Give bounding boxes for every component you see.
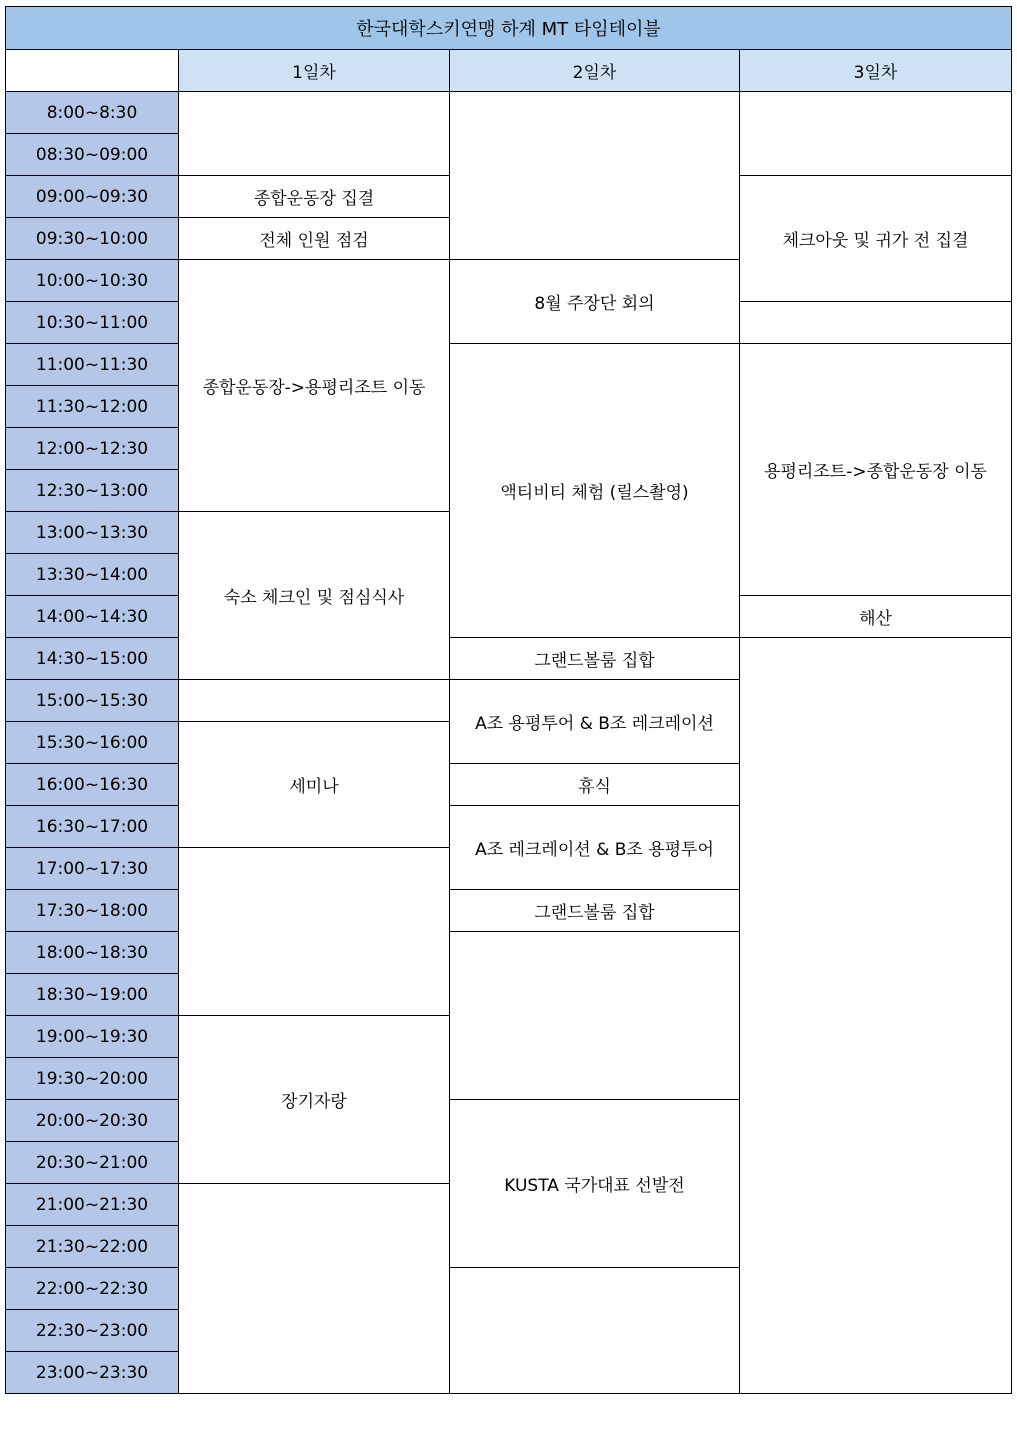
- time-label: 11:30~12:00: [6, 386, 179, 428]
- time-label: 20:30~21:00: [6, 1142, 179, 1184]
- time-label: 20:00~20:30: [6, 1100, 179, 1142]
- timetable: [5, 6, 1012, 1394]
- event-cell-day2: KUSTA 국가대표 선발전: [450, 1100, 740, 1268]
- time-label: 22:30~23:00: [6, 1310, 179, 1352]
- day-header-2: 2일차: [450, 50, 740, 92]
- event-cell-day1: [179, 1184, 450, 1394]
- time-label: 18:30~19:00: [6, 974, 179, 1016]
- time-row: [6, 638, 1012, 680]
- event-cell-day2: 액티비티 체험 (릴스촬영): [450, 344, 740, 638]
- event-cell-day2: 그랜드볼룸 집합: [450, 890, 740, 932]
- event-cell-day1: 종합운동장 집결: [179, 176, 450, 218]
- time-label: 17:00~17:30: [6, 848, 179, 890]
- corner-cell: [6, 50, 179, 92]
- event-cell-day2: [450, 1268, 740, 1394]
- time-label: 23:00~23:30: [6, 1352, 179, 1394]
- event-cell-day1: 종합운동장->용평리조트 이동: [179, 260, 450, 512]
- time-row: [6, 344, 1012, 386]
- event-cell-day2: A조 레크레이션 & B조 용평투어: [450, 806, 740, 890]
- time-label: 10:00~10:30: [6, 260, 179, 302]
- time-label: 15:00~15:30: [6, 680, 179, 722]
- time-label: 14:00~14:30: [6, 596, 179, 638]
- event-cell-day2: 8월 주장단 회의: [450, 260, 740, 344]
- day-header-3: 3일차: [740, 50, 1012, 92]
- event-cell-day1: 전체 인원 점검: [179, 218, 450, 260]
- time-label: 16:00~16:30: [6, 764, 179, 806]
- time-label: 19:00~19:30: [6, 1016, 179, 1058]
- event-cell-day2: 그랜드볼룸 집합: [450, 638, 740, 680]
- event-cell-day1: 세미나: [179, 722, 450, 848]
- event-cell-day3: 체크아웃 및 귀가 전 집결: [740, 176, 1012, 302]
- header-row: [6, 50, 1012, 92]
- time-label: 21:30~22:00: [6, 1226, 179, 1268]
- time-label: 11:00~11:30: [6, 344, 179, 386]
- time-label: 13:00~13:30: [6, 512, 179, 554]
- time-label: 12:00~12:30: [6, 428, 179, 470]
- event-cell-day3: [740, 92, 1012, 176]
- event-cell-day3: [740, 638, 1012, 1394]
- day-header-1: 1일차: [179, 50, 450, 92]
- time-label: 16:30~17:00: [6, 806, 179, 848]
- time-label: 13:30~14:00: [6, 554, 179, 596]
- time-label: 22:00~22:30: [6, 1268, 179, 1310]
- time-label: 15:30~16:00: [6, 722, 179, 764]
- event-cell-day2: 휴식: [450, 764, 740, 806]
- time-label: 10:30~11:00: [6, 302, 179, 344]
- time-label: 12:30~13:00: [6, 470, 179, 512]
- event-cell-day2: [450, 932, 740, 1100]
- time-label: 09:30~10:00: [6, 218, 179, 260]
- time-label: 8:00~8:30: [6, 92, 179, 134]
- time-label: 08:30~09:00: [6, 134, 179, 176]
- event-cell-day3: 용평리조트->종합운동장 이동: [740, 344, 1012, 596]
- event-cell-day3: [740, 302, 1012, 344]
- time-label: 09:00~09:30: [6, 176, 179, 218]
- time-label: 19:30~20:00: [6, 1058, 179, 1100]
- event-cell-day1: [179, 92, 450, 176]
- event-cell-day1: 숙소 체크인 및 점심식사: [179, 512, 450, 680]
- event-cell-day1: [179, 848, 450, 1016]
- time-label: 14:30~15:00: [6, 638, 179, 680]
- title-row: [6, 7, 1012, 50]
- event-cell-day3: 해산: [740, 596, 1012, 638]
- time-label: 17:30~18:00: [6, 890, 179, 932]
- timetable-title: 한국대학스키연맹 하계 MT 타임테이블: [6, 7, 1012, 50]
- time-row: [6, 92, 1012, 134]
- time-label: 18:00~18:30: [6, 932, 179, 974]
- event-cell-day2: [450, 92, 740, 260]
- event-cell-day1: 장기자랑: [179, 1016, 450, 1184]
- event-cell-day2: A조 용평투어 & B조 레크레이션: [450, 680, 740, 764]
- event-cell-day1: [179, 680, 450, 722]
- time-label: 21:00~21:30: [6, 1184, 179, 1226]
